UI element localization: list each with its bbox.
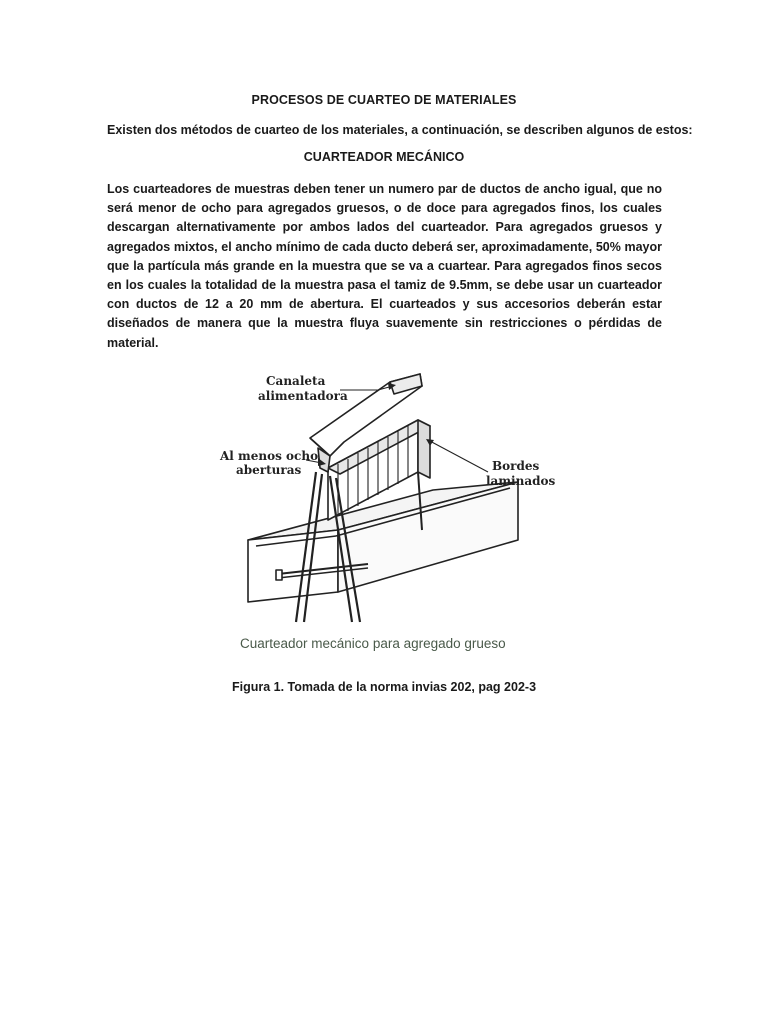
figure-caption: Cuarteador mecánico para agregado grueso — [240, 636, 506, 651]
intro-text: Existen dos métodos de cuarteo de los materiales, a continuación, se describen algunos de estos: — [107, 123, 693, 137]
label-canaleta-1: Canaleta — [266, 374, 326, 388]
figure-source: Figura 1. Tomada de la norma invias 202, pag 202-3 — [231, 680, 537, 694]
mechanical-splitter-illustration — [218, 360, 558, 630]
body-paragraph: Los cuarteadores de muestras deben tener un numero par de ductos de ancho igual, que no será menor de ocho para agregados gruesos, o de doce para agregados finos, los cuales descargan alternativamente por ambos lados del cuarteador. Para agregados gruesos y agregados mixtos, el ancho mínimo de cada ducto deberá ser, aproximadamente, 50% mayor que la partícula más grande en la muestra que se va a cuartear. Para agregados finos secos en los cuales la totalidad de la muestra pasa el tamiz de 9.5mm, se debe usar un cuarteador con ductos de 12 a 20 mm de abertura. El cuarteados y sus accesorios deberán estar diseñados de manera que la muestra fluya suavemente sin restricciones o pérdidas de material. — [107, 182, 662, 350]
section-title: CUARTEADOR MECÁNICO — [303, 150, 465, 164]
document-title: PROCESOS DE CUARTEO DE MATERIALES — [251, 93, 517, 107]
label-canaleta-2: alimentadora — [258, 389, 348, 403]
label-bordes-1: Bordes — [492, 459, 540, 473]
label-bordes-2: laminados — [486, 474, 556, 488]
label-aberturas-2: aberturas — [236, 463, 302, 477]
label-aberturas-1: Al menos ocho — [220, 449, 319, 463]
splitter-figure — [218, 360, 558, 630]
